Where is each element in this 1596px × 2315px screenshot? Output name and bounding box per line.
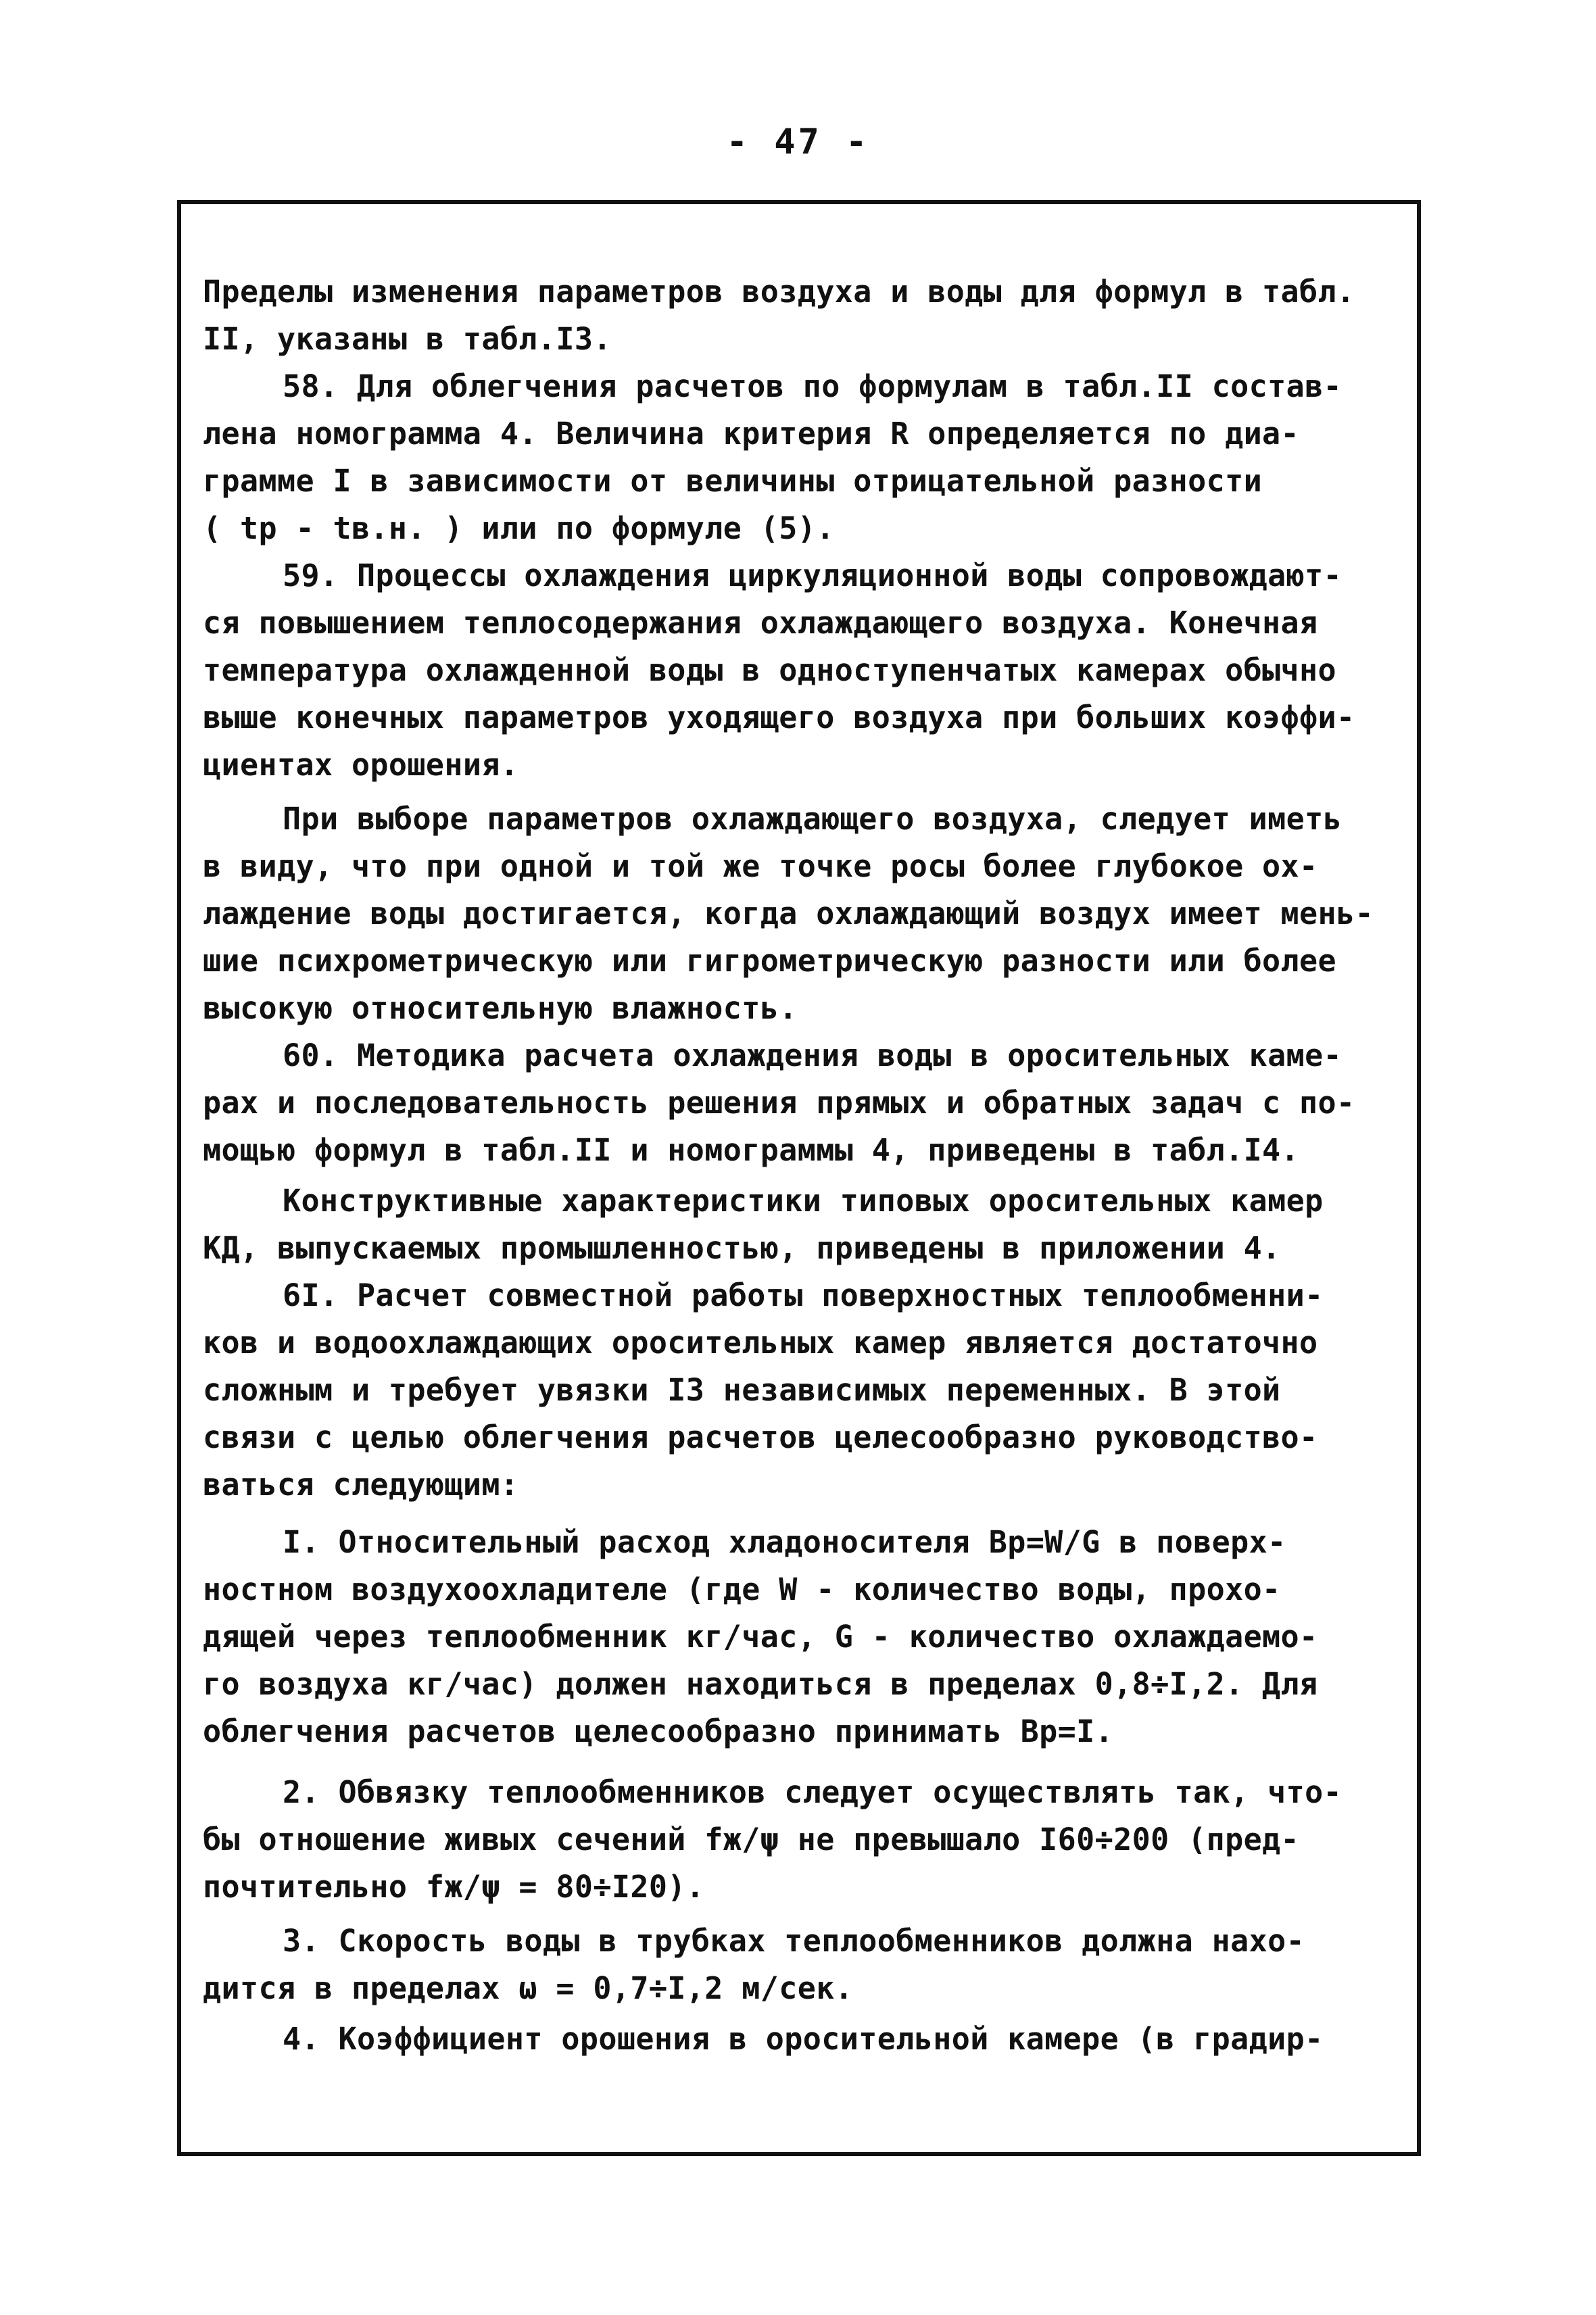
- text-line: Пределы изменения параметров воздуха и воды для формул в табл.: [203, 274, 1355, 310]
- text-line: облегчения расчетов целесообразно принимать Bр=I.: [203, 1713, 1114, 1749]
- text-line: связи с целью облегчения расчетов целесообразно руководство-: [203, 1419, 1318, 1455]
- text-line: дится в пределах ω = 0,7÷I,2 м/сек.: [203, 1970, 854, 2006]
- text-line: шие психрометрическую или гигрометрическую разности или более: [203, 943, 1337, 979]
- page-number: - 47 -: [726, 122, 870, 162]
- text-line: лена номограмма 4. Величина критерия R определяется по диа-: [203, 416, 1300, 452]
- text-line: 2. Обвязку теплообменников следует осуществлять так, что-: [283, 1774, 1343, 1810]
- text-line: 6I. Расчет совместной работы поверхностных теплообменни-: [283, 1277, 1324, 1313]
- text-line: 60. Методика расчета охлаждения воды в оросительных каме-: [283, 1038, 1343, 1073]
- text-line: 59. Процессы охлаждения циркуляционной воды сопровождают-: [283, 558, 1343, 593]
- text-line: КД, выпускаемых промышленностью, приведены в приложении 4.: [203, 1230, 1281, 1266]
- text-line: почтительно fж/ψ = 80÷I20).: [203, 1869, 705, 1905]
- text-line: ков и водоохлаждающих оросительных камер является достаточно: [203, 1325, 1318, 1361]
- text-line: циентах орошения.: [203, 747, 519, 783]
- text-line: мощью формул в табл.II и номограммы 4, приведены в табл.I4.: [203, 1132, 1300, 1168]
- text-line: ностном воздухоохладителе (где W - количество воды, прохо-: [203, 1571, 1281, 1607]
- text-line: лаждение воды достигается, когда охлаждающий воздух имеет мень-: [203, 896, 1374, 931]
- text-line: выше конечных параметров уходящего воздуха при больших коэффи-: [203, 700, 1355, 735]
- text-line: рах и последовательность решения прямых и обратных задач с по-: [203, 1085, 1355, 1121]
- text-line: бы отношение живых сечений fж/ψ не превышало I60÷200 (пред-: [203, 1822, 1300, 1857]
- text-line: 3. Скорость воды в трубках теплообменников должна нахо-: [283, 1923, 1305, 1959]
- text-line: температура охлажденной воды в одноступенчатых камерах обычно: [203, 652, 1337, 688]
- text-line: ( tр - tв.н. ) или по формуле (5).: [203, 510, 835, 546]
- text-line: дящей через теплообменник кг/час, G - количество охлаждаемо-: [203, 1619, 1318, 1655]
- text-line: Конструктивные характеристики типовых оросительных камер: [283, 1183, 1324, 1219]
- text-line: II, указаны в табл.I3.: [203, 321, 612, 357]
- text-line: в виду, что при одной и той же точке росы более глубокое ох-: [203, 848, 1318, 884]
- text-line: I. Относительный расход хладоносителя Bр=W/G в поверх-: [283, 1524, 1286, 1560]
- text-line: сложным и требует увязки I3 независимых переменных. В этой: [203, 1372, 1281, 1408]
- text-line: 4. Коэффициент орошения в оросительной камере (в градир-: [283, 2021, 1324, 2057]
- text-line: ваться следующим:: [203, 1467, 519, 1503]
- text-line: 58. Для облегчения расчетов по формулам в табл.II состав-: [283, 368, 1343, 404]
- text-line: го воздуха кг/час) должен находиться в пределах 0,8÷I,2. Для: [203, 1666, 1318, 1702]
- text-line: При выборе параметров охлаждающего воздуха, следует иметь: [283, 801, 1343, 837]
- text-line: высокую относительную влажность.: [203, 990, 798, 1026]
- text-line: грамме I в зависимости от величины отрицательной разности: [203, 463, 1263, 499]
- text-line: ся повышением теплосодержания охлаждающего воздуха. Конечная: [203, 605, 1318, 641]
